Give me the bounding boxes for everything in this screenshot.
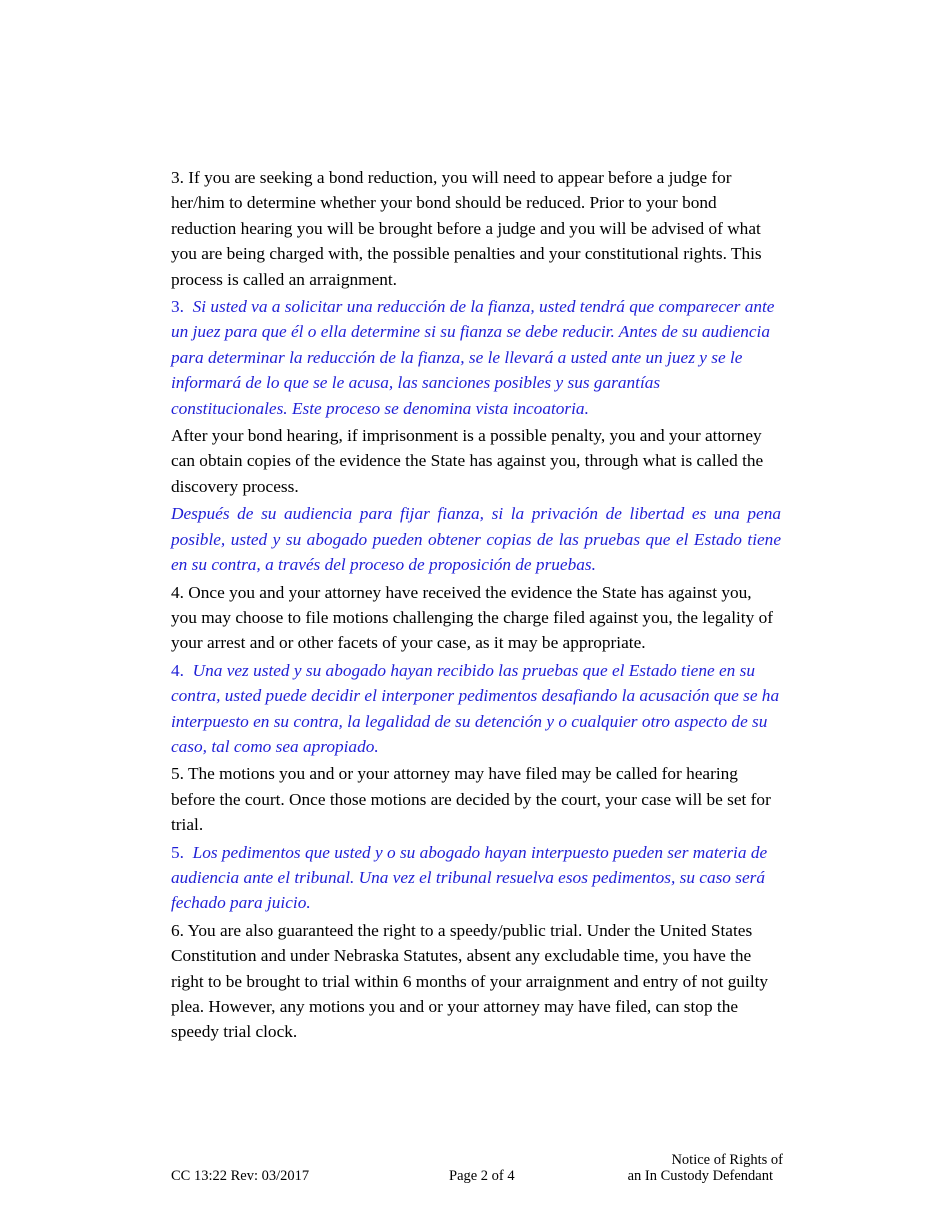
paragraph-en-3: 3. If you are seeking a bond reduction, you will need to appear before a judge for her/him to determine whether your bond should be reduced. Prior to your bond reduction hearing you will be brought before a judge and you will be advised of what you are being charged with, the possible penalties and your constitutional rights. This process is called an arraignment. xyxy=(171,168,762,289)
footer-title-line2: an In Custody Defendant xyxy=(627,1168,773,1184)
footer-document-title xyxy=(612,1152,783,1184)
paragraph-en-4: 4. Once you and your attorney have received the evidence the State has against you, you may choose to file motions challenging the charge filed against you, the legality of your arrest and or other facets of your case, as it may be appropriate. xyxy=(171,582,773,653)
paragraph-number: 4. xyxy=(171,660,184,680)
paragraph-text: Una vez usted y su abogado hayan recibido las pruebas que el Estado tiene en su contra, usted puede decidir el interponer pedimentos desafiando la acusación que se ha interpuesto en su contra, la legalidad de su detención y o cualquier otro aspecto de su caso, tal como sea apropiado. xyxy=(171,660,780,756)
paragraph-number: 3. xyxy=(171,297,184,317)
paragraph-es-5 xyxy=(171,840,781,916)
paragraph-en-discovery: After your bond hearing, if imprisonment is a possible penalty, you and your attorney can obtain copies of the evidence the State has against you, through what is called the discovery process. xyxy=(171,426,764,496)
paragraph-en-6: 6. You are also guaranteed the right to a speedy/public trial. Under the United States Constitution and under Nebraska Statutes, absent any excludable time, you have the right to be brought to trial within 6 months of your arraignment and entry of not guilty plea. However, any motions you and or your attorney may have filed, can stop the speedy trial clock. xyxy=(171,920,769,1042)
paragraph-text: Los pedimentos que usted y o su abogado hayan interpuesto pueden ser materia de audiencia ante el tribunal. Una vez el tribunal resuelva esos pedimentos, su caso será fechado para juicio. xyxy=(171,842,768,913)
document-body xyxy=(171,165,781,1047)
paragraph-es-discovery: Después de su audiencia para fijar fianza, si la privación de libertad es una pena posible, usted y su abogado pueden obtener copias de las pruebas que el Estado tiene en su contra, a través del proceso de proposición de pruebas. xyxy=(171,504,781,575)
paragraph-en-5: 5. The motions you and or your attorney may have filed may be called for hearing before the court. Once those motions are decided by the court, your case will be set for trial. xyxy=(171,764,771,835)
paragraph-es-4 xyxy=(171,658,781,760)
footer-title-line1: Notice of Rights of xyxy=(671,1152,783,1168)
paragraph-text: Si usted va a solicitar una reducción de la fianza, usted tendrá que comparecer ante un juez para que él o ella determine si su fianza se debe reducir. Antes de su audiencia para determinar la reducción de la fianza, se le llevará a usted ante un juez y se le informará de lo que se le acusa, las sanciones posibles y sus garantías constitucionales. Este proceso se denomina vista incoatoria. xyxy=(171,297,775,418)
paragraph-number: 5. xyxy=(171,842,184,862)
footer-form-code: CC 13:22 Rev: 03/2017 xyxy=(171,1168,310,1184)
paragraph-es-3 xyxy=(171,294,781,421)
footer-page-number: Page 2 of 4 xyxy=(449,1168,515,1184)
